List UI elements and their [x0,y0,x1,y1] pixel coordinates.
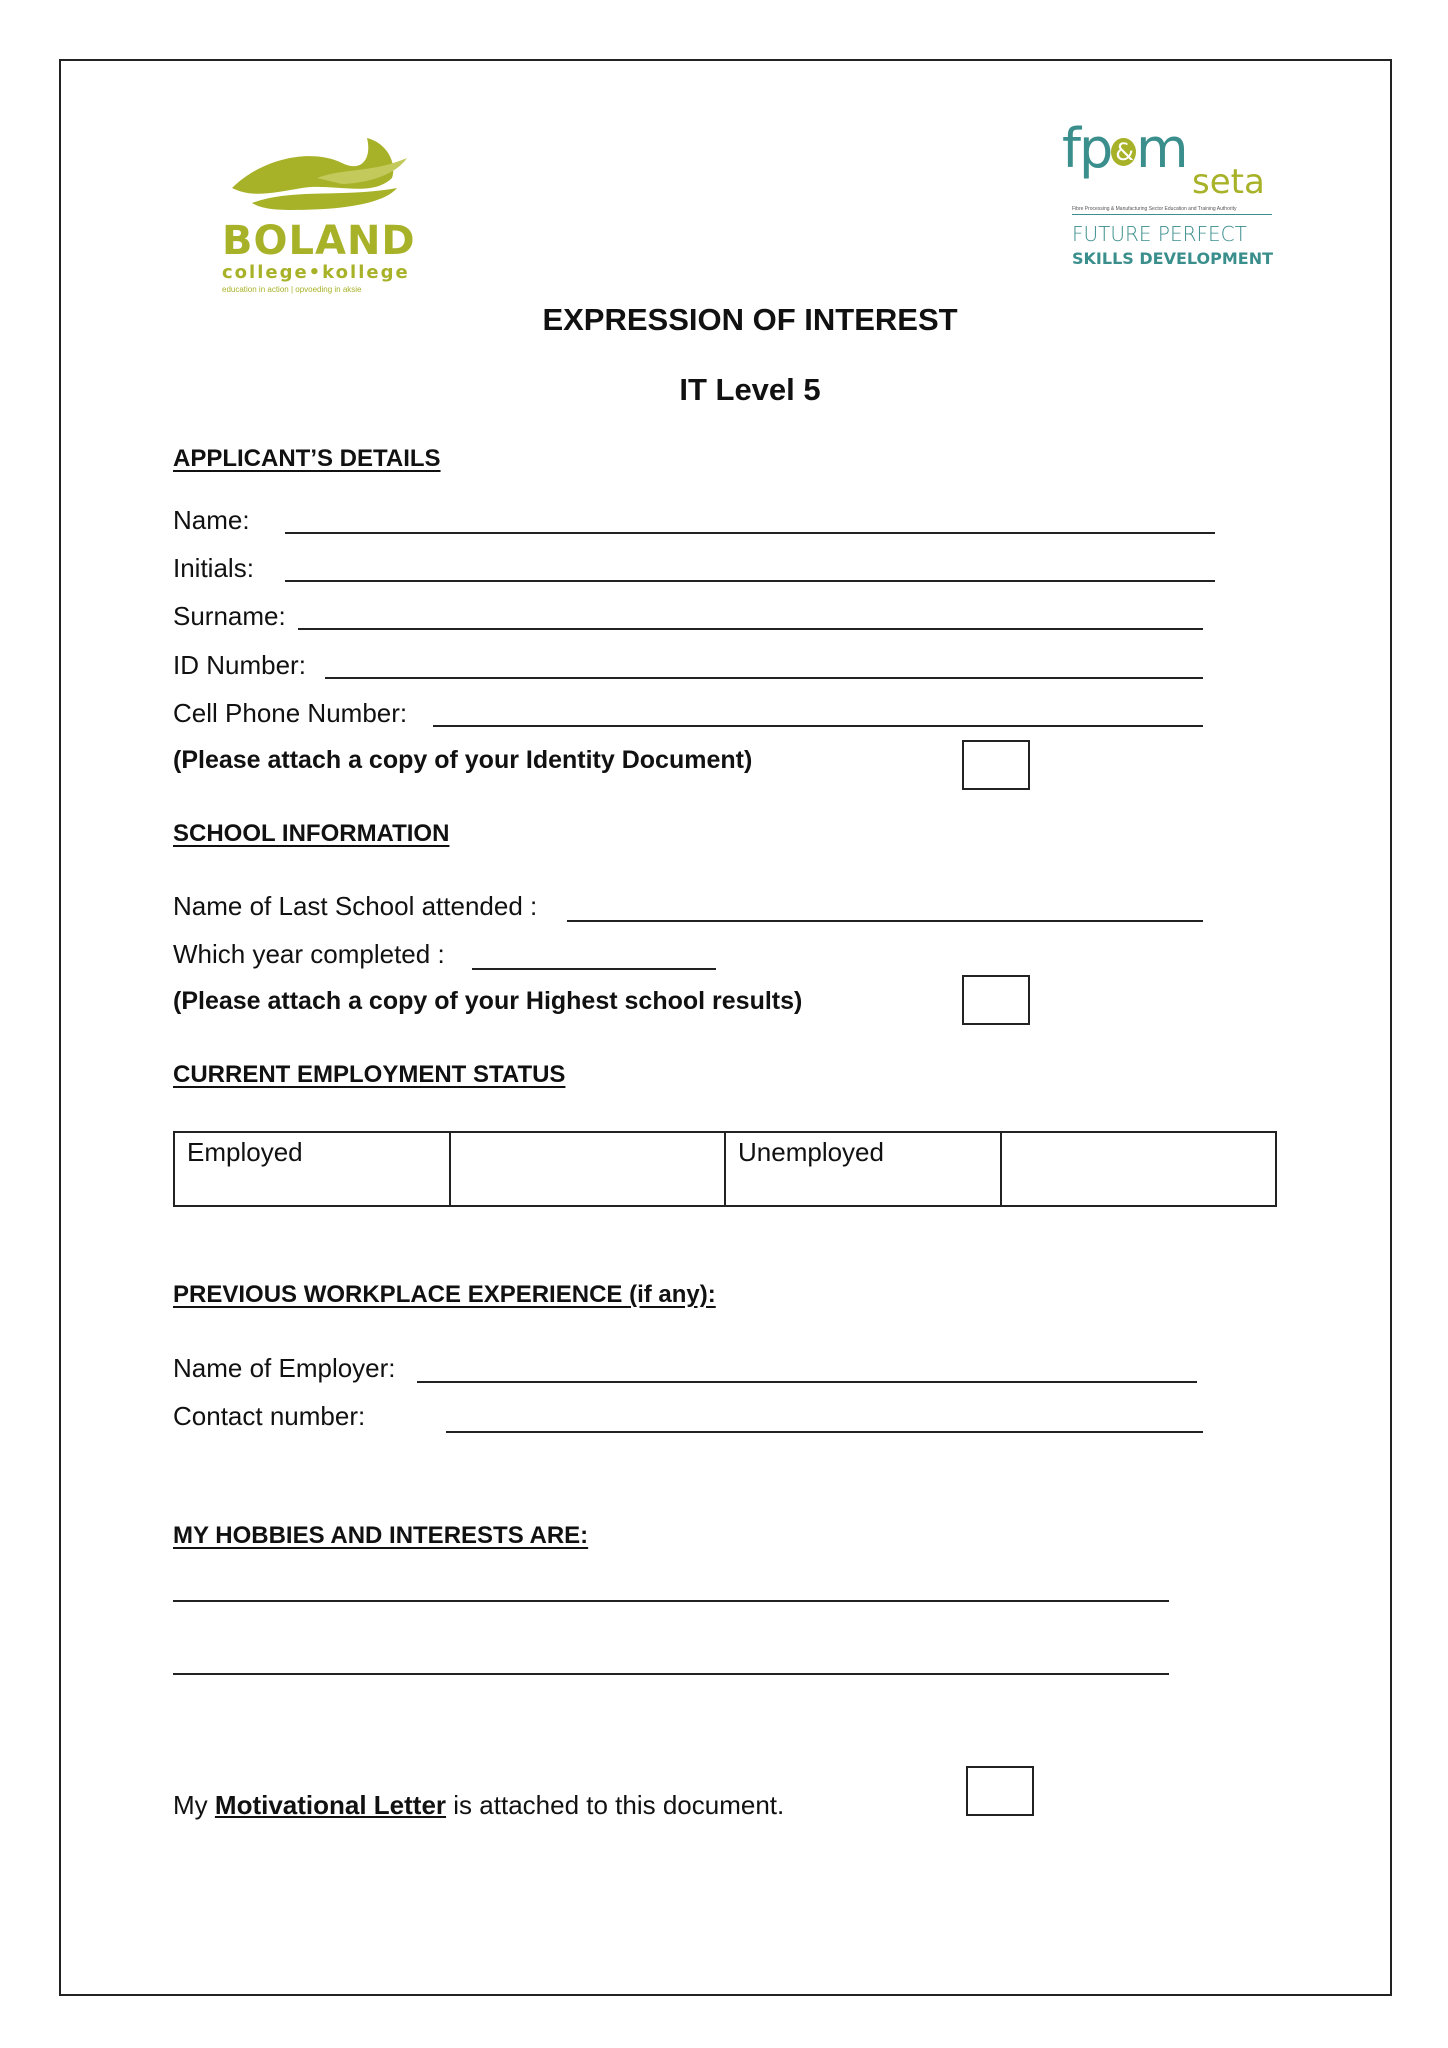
boland-logo [222,118,422,298]
motivational-letter-label: Motivational Letter [214,1790,447,1820]
motivation-suffix: is attached to this document. [453,1790,785,1820]
boland-subtitle: college•kollege [222,262,410,283]
boland-tagline: education in action | opvoeding in aksie [222,285,362,294]
year-completed-field[interactable] [472,968,716,970]
motivational-letter-checkbox[interactable] [966,1766,1034,1816]
fpm-divider [1072,214,1272,215]
employed-cell[interactable] [450,1132,726,1206]
fpm-seta-logo [1062,117,1282,282]
last-school-label: Name of Last School attended : [173,891,538,921]
initials-field[interactable] [285,580,1215,582]
id-number-label: ID Number: [173,650,306,680]
fpm-seta-word: seta [1192,162,1265,202]
initials-label: Initials: [173,553,254,583]
school-info-heading: SCHOOL INFORMATION [173,820,450,847]
employer-name-label: Name of Employer: [173,1353,396,1383]
applicant-details-heading: APPLICANT’S DETAILS [173,445,441,472]
unemployed-cell[interactable] [1001,1132,1277,1206]
id-attached-checkbox[interactable] [962,740,1030,790]
fpm-authority-line: Fibre Processing & Manufacturing Sector Education and Training Authority [1072,206,1237,212]
fpm-future-perfect: FUTURE PERFECT [1072,222,1247,246]
name-label: Name: [173,505,250,535]
motivational-letter-statement [173,1790,784,1821]
cell-phone-label: Cell Phone Number: [173,698,408,728]
page-subtitle: IT Level 5 [679,372,821,407]
results-attach-note: (Please attach a copy of your Highest school results) [173,987,803,1015]
workplace-experience-heading: PREVIOUS WORKPLACE EXPERIENCE (if any): [173,1281,716,1308]
cell-phone-field[interactable] [433,725,1203,727]
contact-number-field[interactable] [446,1431,1203,1433]
unemployed-label: Unemployed [725,1132,1001,1206]
page-title: EXPRESSION OF INTEREST [542,302,958,337]
surname-label: Surname: [173,601,286,631]
boland-name: BOLAND [222,218,416,264]
employment-status-row [174,1132,1276,1206]
employment-status-heading: CURRENT EMPLOYMENT STATUS [173,1061,566,1088]
contact-number-label: Contact number: [173,1401,366,1431]
hobbies-heading: MY HOBBIES AND INTERESTS ARE: [173,1522,589,1549]
hobbies-line-2[interactable] [173,1673,1169,1675]
fpm-mark-right: m [1136,117,1187,180]
year-completed-label: Which year completed : [173,939,445,969]
fpm-skills: SKILLS DEVELOPMENT [1072,249,1273,268]
boland-wave-icon [222,118,422,213]
motivation-prefix: My [173,1790,208,1820]
last-school-field[interactable] [567,920,1203,922]
employment-status-table [173,1131,1277,1207]
page-border [59,59,1392,1996]
employed-label: Employed [174,1132,450,1206]
fpm-mark-amp: & [1111,138,1136,166]
surname-field[interactable] [298,628,1203,630]
name-field[interactable] [285,532,1215,534]
id-number-field[interactable] [325,677,1203,679]
results-attached-checkbox[interactable] [962,975,1030,1025]
fpm-mark-left: fp [1062,117,1112,180]
id-attach-note: (Please attach a copy of your Identity Document) [173,746,753,774]
hobbies-line-1[interactable] [173,1600,1169,1602]
employer-name-field[interactable] [417,1381,1197,1383]
